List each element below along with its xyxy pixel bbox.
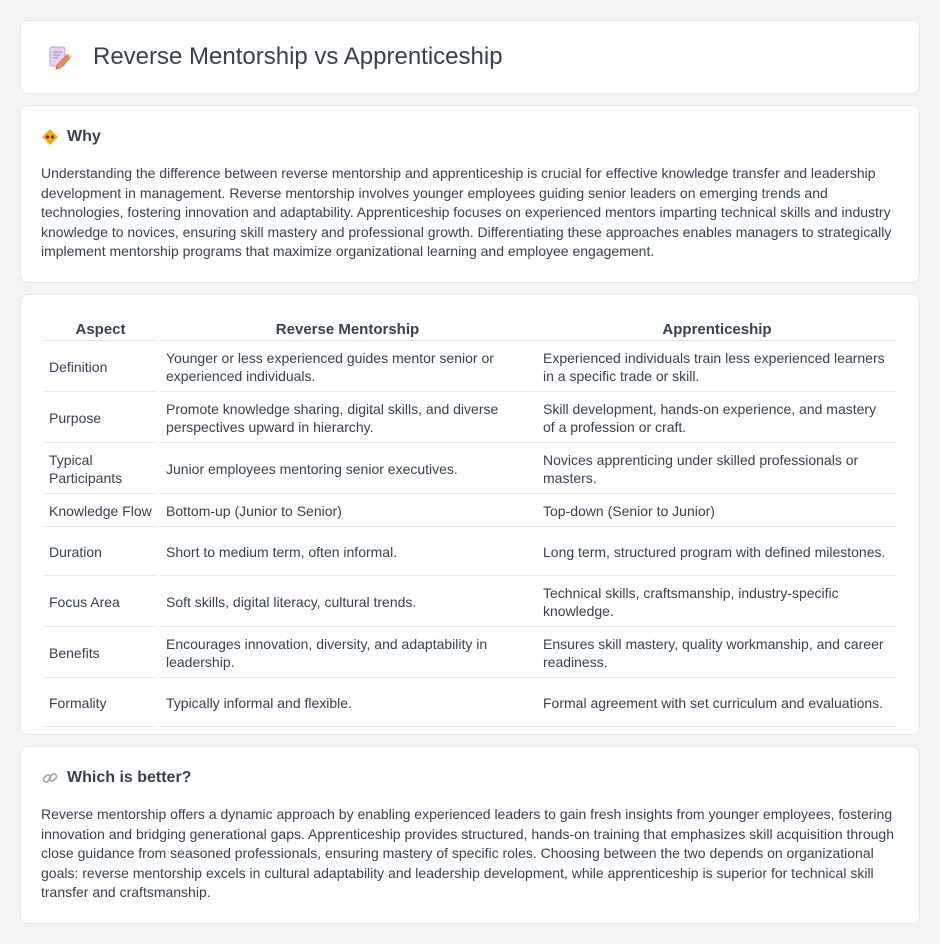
table-cell-aspect: Purpose — [43, 394, 158, 443]
table-cell-reverse: Typically informal and flexible. — [160, 680, 535, 727]
title-card — [20, 20, 920, 94]
which-is-better-heading: Which is better? — [67, 769, 192, 786]
table-cell-apprenticeship: Top-down (Senior to Junior) — [537, 496, 897, 527]
table-row — [43, 529, 897, 576]
comparison-table-card — [20, 294, 920, 735]
table-cell-apprenticeship: Technical skills, craftsmanship, industry-specific knowledge. — [537, 578, 897, 627]
table-row — [43, 578, 897, 627]
table-cell-aspect: Definition — [43, 343, 158, 392]
which-is-better-card — [20, 746, 920, 924]
table-cell-reverse: Soft skills, digital literacy, cultural trends. — [160, 578, 535, 627]
document-pencil-icon — [45, 43, 73, 71]
table-row — [43, 496, 897, 527]
table-cell-reverse: Encourages innovation, diversity, and adaptability in leadership. — [160, 629, 535, 678]
table-cell-aspect: Typical Participants — [43, 445, 158, 494]
table-cell-apprenticeship: Ensures skill mastery, quality workmanship, and career readiness. — [537, 629, 897, 678]
table-row — [43, 629, 897, 678]
table-cell-aspect: Formality — [43, 680, 158, 727]
table-row — [43, 445, 897, 494]
why-heading: Why — [67, 128, 101, 145]
table-header-aspect: Aspect — [43, 317, 158, 341]
table-cell-reverse: Promote knowledge sharing, digital skills, and diverse perspectives upward in hierarchy. — [160, 394, 535, 443]
table-row — [43, 394, 897, 443]
table-header-reverse-mentorship: Reverse Mentorship — [160, 317, 535, 341]
table-row — [43, 680, 897, 727]
page-title: Reverse Mentorship vs Apprenticeship — [93, 43, 503, 70]
table-cell-reverse: Younger or less experienced guides mentor senior or experienced individuals. — [160, 343, 535, 392]
comparison-table — [41, 315, 899, 729]
table-cell-aspect: Focus Area — [43, 578, 158, 627]
table-cell-apprenticeship: Novices apprenticing under skilled professionals or masters. — [537, 445, 897, 494]
table-cell-aspect: Knowledge Flow — [43, 496, 158, 527]
table-row — [43, 343, 897, 392]
table-cell-reverse: Junior employees mentoring senior executives. — [160, 445, 535, 494]
why-card — [20, 105, 920, 283]
table-cell-apprenticeship: Long term, structured program with defined milestones. — [537, 529, 897, 576]
table-cell-apprenticeship: Experienced individuals train less experienced learners in a specific trade or skill. — [537, 343, 897, 392]
diamond-warning-icon — [41, 128, 59, 146]
table-cell-reverse: Short to medium term, often informal. — [160, 529, 535, 576]
table-cell-reverse: Bottom-up (Junior to Senior) — [160, 496, 535, 527]
which-is-better-text: Reverse mentorship offers a dynamic approach by enabling experienced leaders to gain fresh insights from younger employees, fostering innovation and bridging generational gaps. Apprenticeship provides structured, hands-on training that emphasizes skill acquisition through close guidance from seasoned professionals, ensuring mastery of specific roles. Choosing between the two depends on organizational goals: reverse mentorship excels in cultural adaptability and leadership development, while apprenticeship is superior for technical skill transfer and craftsmanship. — [41, 806, 894, 901]
table-header-apprenticeship: Apprenticeship — [537, 317, 897, 341]
table-cell-apprenticeship: Skill development, hands-on experience, and mastery of a profession or craft. — [537, 394, 897, 443]
table-cell-aspect: Duration — [43, 529, 158, 576]
table-cell-aspect: Benefits — [43, 629, 158, 678]
link-icon — [41, 769, 59, 787]
why-text: Understanding the difference between reverse mentorship and apprenticeship is crucial for effective knowledge transfer and leadership development in management. Reverse mentorship involves younger employees guiding senior leaders on emerging trends and technologies, fostering innovation and adaptability. Apprenticeship focuses on experienced mentors imparting technical skills and industry knowledge to novices, ensuring skill mastery and professional growth. Differentiating these approaches enables managers to strategically implement mentorship programs that maximize organizational learning and employee engagement. — [41, 165, 892, 260]
table-cell-apprenticeship: Formal agreement with set curriculum and evaluations. — [537, 680, 897, 727]
